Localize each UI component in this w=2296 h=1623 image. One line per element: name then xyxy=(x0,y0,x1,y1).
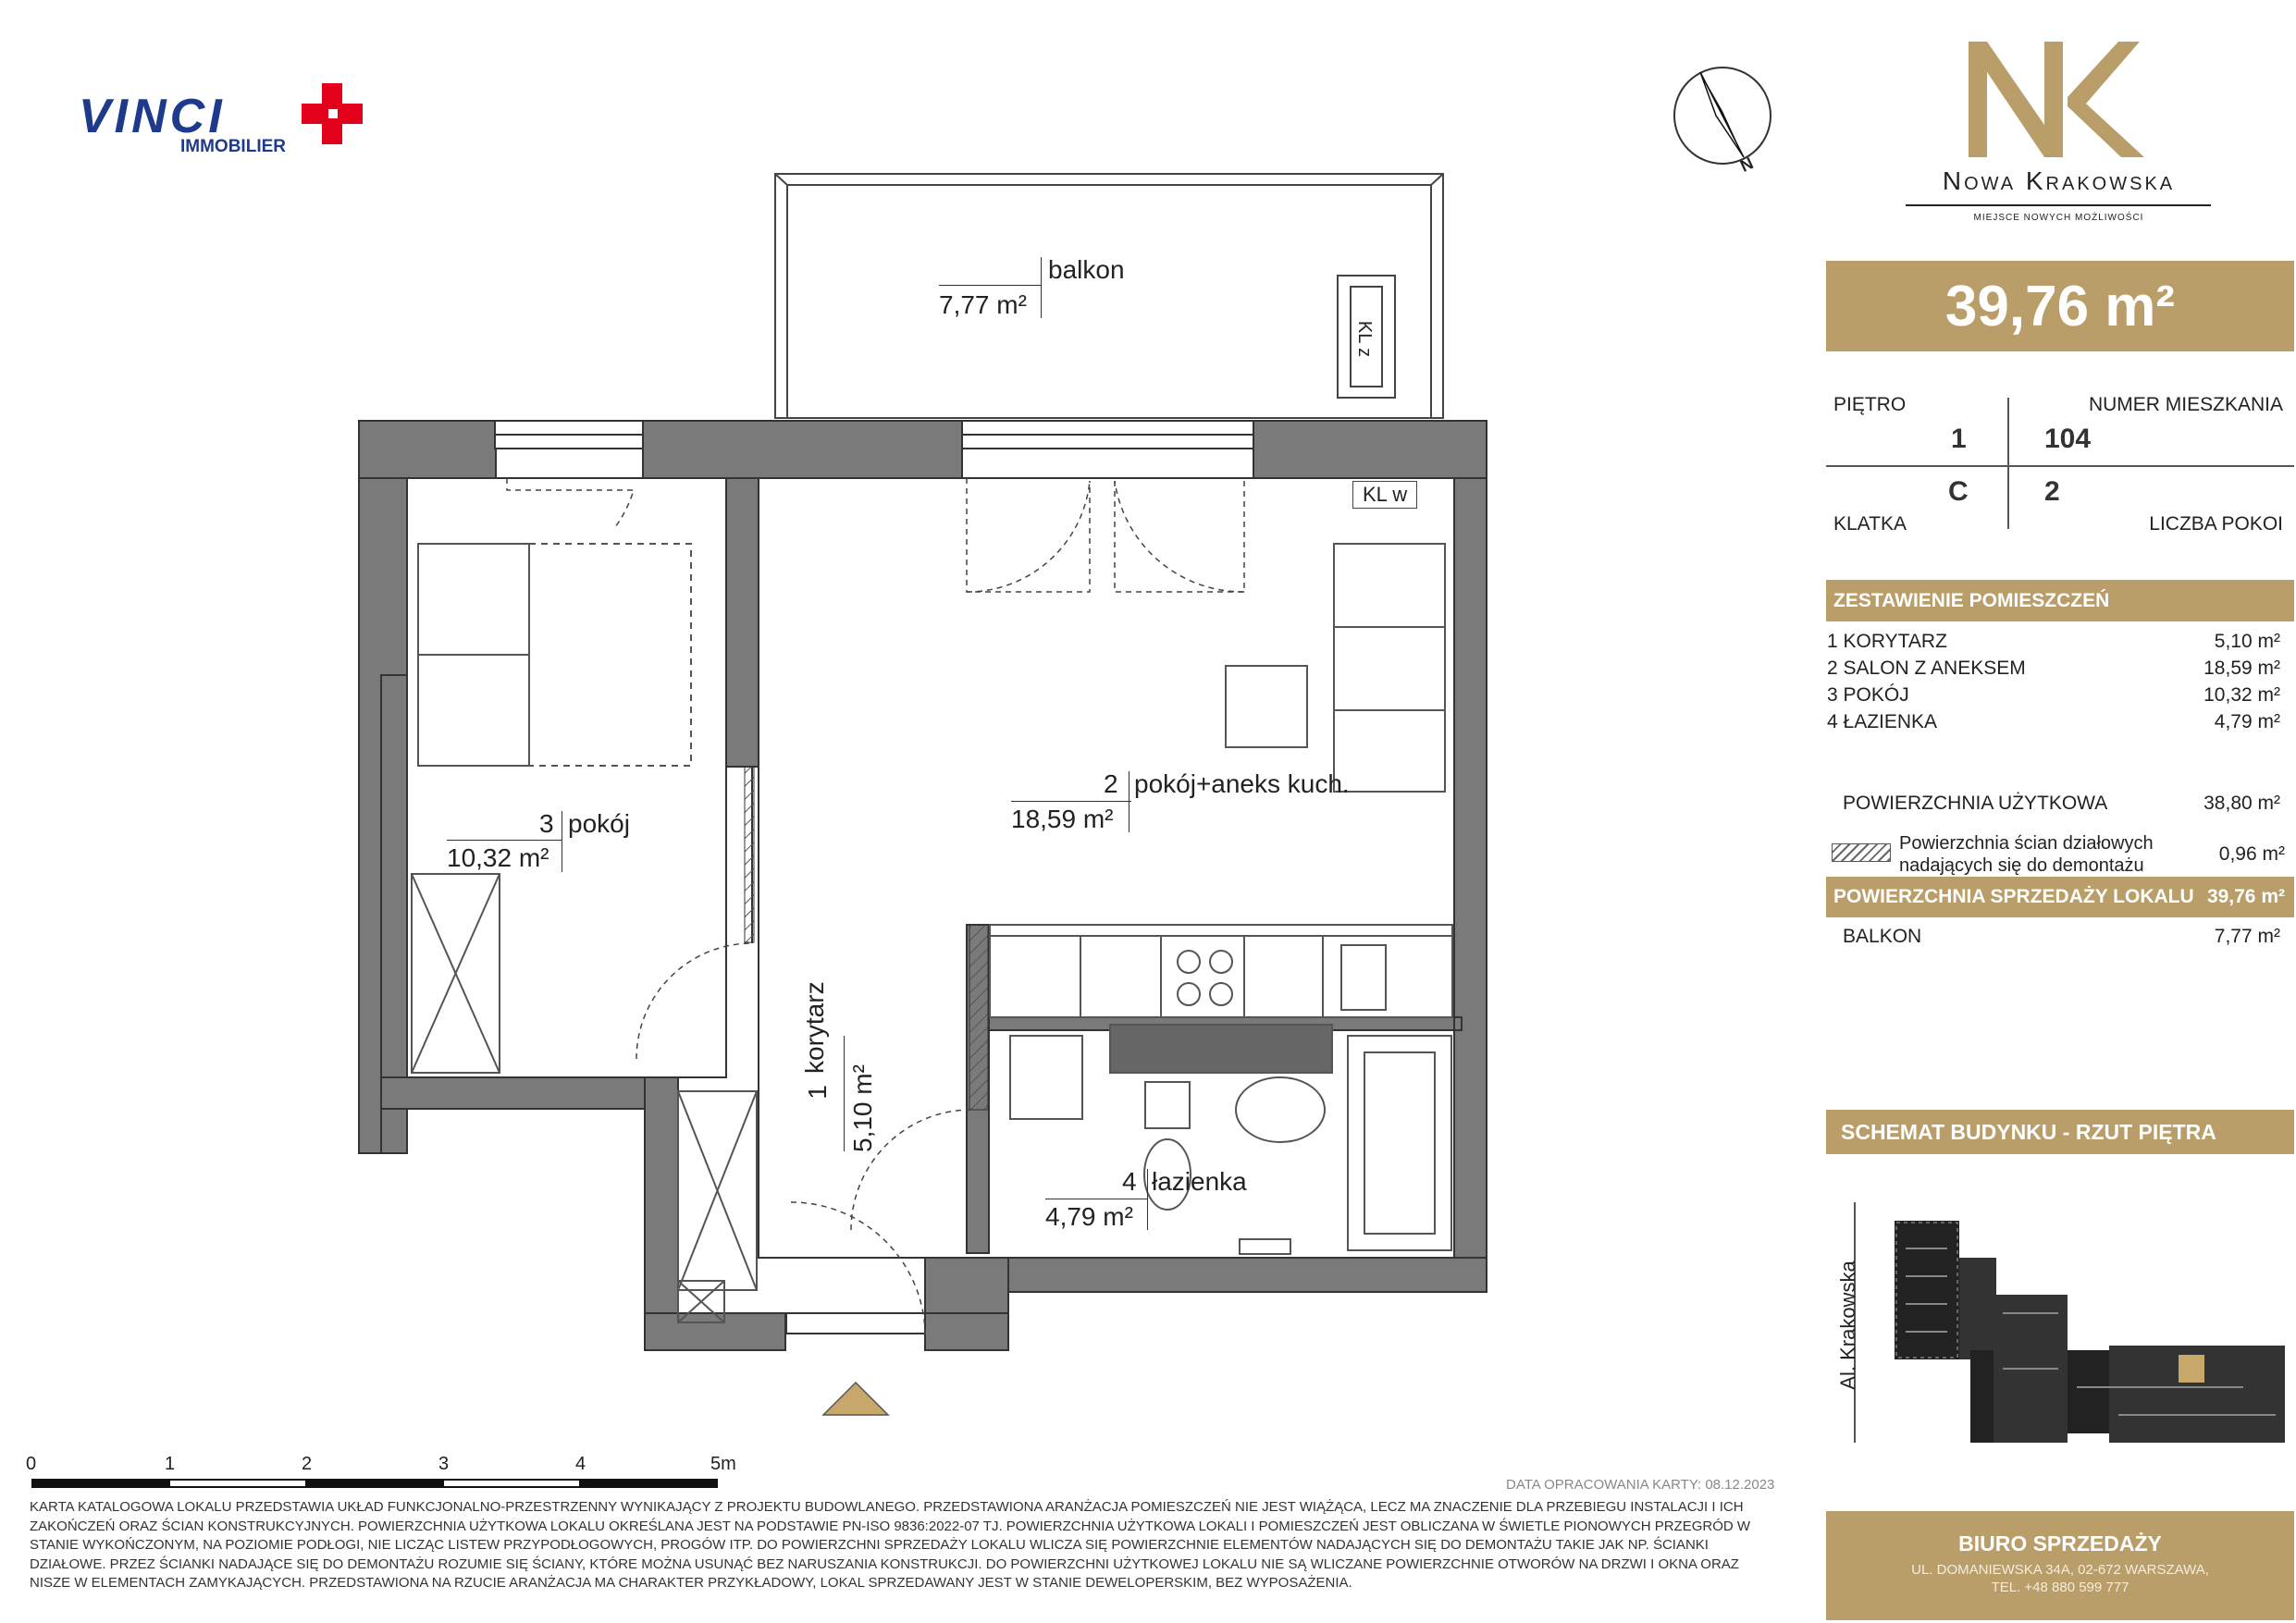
demountable-wall xyxy=(745,767,754,942)
balcony-label: BALKON xyxy=(1843,926,1922,947)
schema-title: SCHEMAT BUDYNKU - RZUT PIĘTRA xyxy=(1841,1119,2216,1144)
disclaimer-line: ZAKOŃCZEŃ ORAZ ŚCIAN KONSTRUKCYJNYCH. POWIERZCHNIA UŻYTKOWA LOKALU OKREŚLANA JEST NA PODSTAWIE PN-ISO 9836:2022-07 TJ. POWIERZCHNIA UŻYTKOWA LOKALI I POMIESZCZEŃ JEST OBLICZANA W ŚWIETLE PIONOWYCH PRZEGRÓD W xyxy=(30,1518,1751,1534)
living-label-divider xyxy=(1011,801,1131,802)
rooms-label: LICZBA POKOI xyxy=(2149,513,2283,535)
bathroom-label-tick xyxy=(1147,1169,1148,1230)
corridor-name: korytarz xyxy=(800,981,829,1074)
disclaimer xyxy=(30,1498,1806,1593)
summary-row-1 xyxy=(1827,631,2290,653)
room-outlines xyxy=(407,478,1454,1258)
sale-label: POWIERZCHNIA SPRZEDAŻY LOKALU xyxy=(1833,886,2194,907)
apartment-label: NUMER MIESZKANIA xyxy=(2088,394,2283,415)
summary-room-area: 18,59 m² xyxy=(2203,658,2280,679)
nk-brand: Nowa Krakowska xyxy=(1942,166,2176,195)
area-total: 39,76 m² xyxy=(1944,274,2176,338)
balcony-area: 7,77 m² xyxy=(939,290,1027,319)
schema-header xyxy=(1826,1110,2294,1154)
living-area: 18,59 m² xyxy=(1011,805,1114,833)
structural-walls xyxy=(359,421,1487,1350)
summary-row-4 xyxy=(1827,711,2290,733)
klw-label: KL w xyxy=(1352,481,1417,509)
street-label: Al. Krakowska xyxy=(1836,1260,1859,1390)
hatch-swatch-icon xyxy=(1832,843,1891,862)
corridor-area: 5,10 m² xyxy=(848,1064,877,1152)
walls-label xyxy=(1899,832,2154,877)
sale-row xyxy=(1826,877,2294,917)
summary-room-name: 4 ŁAZIENKA xyxy=(1827,711,1938,732)
stair-value: C xyxy=(1948,476,1969,507)
entrance-marker xyxy=(823,1383,888,1415)
rooms-summary-header xyxy=(1826,580,2294,621)
corridor-wardrobe xyxy=(678,1091,757,1322)
door-swings xyxy=(507,478,1244,1341)
sales-office-phone: TEL. +48 880 599 777 xyxy=(1991,1580,2129,1595)
vinci-logo-text: VINCI xyxy=(79,90,226,143)
balcony-label-tick xyxy=(1041,257,1042,318)
scale-tick-5: 5m xyxy=(710,1454,736,1474)
corridor-num: 1 xyxy=(802,1085,832,1100)
sofa xyxy=(1226,544,1445,792)
bathroom-num: 4 xyxy=(1122,1167,1137,1196)
disclaimer-line: KARTA KATALOGOWA LOKALU PRZEDSTAWIA UKŁAD FUNKCJONALNO-PRZESTRZENNY WYNIKAJĄCY Z PROJEKTU BUDOWLANEGO. PRZEDSTAWIONA ARANŻACJA POMIESZCZEŃ NIE JEST WIĄŻĄCA, LECZ MA ZNACZENIE DLA PRZEBIEGU INSTALACJI I ICH xyxy=(30,1499,1744,1515)
walls-label-line1: Powierzchnia ścian działowych xyxy=(1899,833,2154,854)
sales-office xyxy=(1826,1511,2294,1620)
area-banner xyxy=(1826,261,2294,351)
summary-room-name: 1 KORYTARZ xyxy=(1827,631,1947,652)
balcony-label-divider xyxy=(939,285,1041,286)
disclaimer-line: STANIE WYKOŃCZONYM, NA POZIOMIE PODŁOGI, NIE LICZĄC LISTEW PRZYPODŁOGOWYCH, PROGÓW ITP. DO POWIERZCHNI SPRZEDAŻY LOKALU WLICZA SIĘ POWIERZCHNIE ELEMENTÓW NADAJĄCYCH SIĘ DO DEMONTAŻU TAKIE JAK NP. ŚCIANKI xyxy=(30,1537,1709,1553)
rooms-value: 2 xyxy=(2044,476,2060,507)
corridor-label xyxy=(775,943,886,1174)
demountable-wall-2 xyxy=(969,925,988,1110)
sale-value: 39,76 m² xyxy=(2206,886,2285,907)
scale-tick-1: 1 xyxy=(165,1454,176,1474)
sales-office-address: UL. DOMANIEWSKA 34A, 02-672 WARSZAWA, xyxy=(1911,1562,2209,1578)
bed xyxy=(418,544,691,766)
balcony-name: balkon xyxy=(1048,255,1125,284)
kitchen-counter xyxy=(990,925,1452,1017)
usable-label: POWIERZCHNIA UŻYTKOWA xyxy=(1843,793,2108,814)
summary-row-2 xyxy=(1827,658,2290,680)
building-schema xyxy=(1855,1202,2285,1443)
date-label: DATA OPRACOWANIA KARTY: 08.12.2023 xyxy=(1506,1477,1775,1493)
bathroom-name: łazienka xyxy=(1152,1167,1247,1196)
apartment-value: 104 xyxy=(2044,424,2092,454)
compass-north: N xyxy=(1737,154,1757,176)
klz-label: KL z xyxy=(1354,320,1376,358)
info-vline xyxy=(2007,398,2009,529)
floor-value: 1 xyxy=(1951,424,1967,454)
bathroom-area: 4,79 m² xyxy=(1045,1202,1133,1231)
scale-tick-4: 4 xyxy=(575,1454,586,1474)
scale-bar xyxy=(32,1480,717,1487)
room-area: 10,32 m² xyxy=(447,843,549,872)
scale-tick-0: 0 xyxy=(26,1454,37,1474)
room-num: 3 xyxy=(539,809,554,838)
summary-room-area: 4,79 m² xyxy=(2214,711,2280,732)
balcony-value: 7,77 m² xyxy=(2214,926,2280,947)
info-hline xyxy=(1826,465,2294,467)
vinci-sub: IMMOBILIER xyxy=(180,137,286,156)
disclaimer-line: NISZE W ELEMENTACH ZAMYKAJĄCYCH. PRZEDSTAWIONA NA RZUCIE ARANŻACJA MA CHARAKTER PRZYKŁADOWY, LOKAL SPRZEDAWANY JEST W STANIE DEWELOPERSKIM, BEZ WYPOSAŻENIA. xyxy=(30,1575,1352,1591)
summary-row-3 xyxy=(1827,684,2290,707)
disclaimer-line: DZIAŁOWE. PRZEZ ŚCIANKI NADAJĄCE SIĘ DO DEMONTAŻU ROZUMIE SIĘ ŚCIANY, KTÓRE MOŻNA USUNĄĆ BEZ NARUSZANIA KONSTRUKCJI. DO POWIERZCHNI UŻYTKOWEJ LOKALU NIE SĄ WLICZANE POWIERZCHNIE OTWORÓW NA DRZWI I OKNA ORAZ xyxy=(30,1555,1739,1572)
living-num: 2 xyxy=(1104,769,1118,798)
nk-logo-icon xyxy=(1969,42,2144,157)
walls-label-line2: nadających się do demontażu xyxy=(1899,855,2144,876)
stair-label: KLATKA xyxy=(1833,513,1907,535)
rooms-summary-title: ZESTAWIENIE POMIESZCZEŃ xyxy=(1833,589,2110,611)
sales-office-title: BIURO SPRZEDAŻY xyxy=(1958,1531,2162,1555)
living-name: pokój+aneks kuch. xyxy=(1134,769,1350,798)
scale-tick-2: 2 xyxy=(302,1454,313,1474)
summary-room-area: 5,10 m² xyxy=(2214,631,2280,652)
floor-label: PIĘTRO xyxy=(1833,394,1907,415)
scale-tick-3: 3 xyxy=(438,1454,450,1474)
room-name: pokój xyxy=(568,809,630,838)
room-label-divider xyxy=(447,840,562,841)
corridor-label-divider xyxy=(844,1036,845,1151)
windows xyxy=(495,421,1253,1334)
wardrobe xyxy=(412,874,500,1073)
walls-value: 0,96 m² xyxy=(2218,843,2285,865)
usable-value: 38,80 m² xyxy=(2203,793,2280,814)
vinci-logo-icon xyxy=(302,83,363,144)
compass-icon xyxy=(1674,68,1771,164)
summary-room-name: 3 POKÓJ xyxy=(1827,684,1909,706)
info-grid xyxy=(1826,379,2294,546)
summary-room-name: 2 SALON Z ANEKSEM xyxy=(1827,658,2026,679)
balcony-outline xyxy=(775,174,1443,418)
summary-room-area: 10,32 m² xyxy=(2203,684,2280,706)
usable-row xyxy=(1843,793,2290,815)
balcony-row xyxy=(1843,926,2290,948)
nk-tagline: MIEJSCE NOWYCH MOŻLIWOŚCI xyxy=(1973,213,2144,223)
vinci-logo xyxy=(79,89,226,144)
